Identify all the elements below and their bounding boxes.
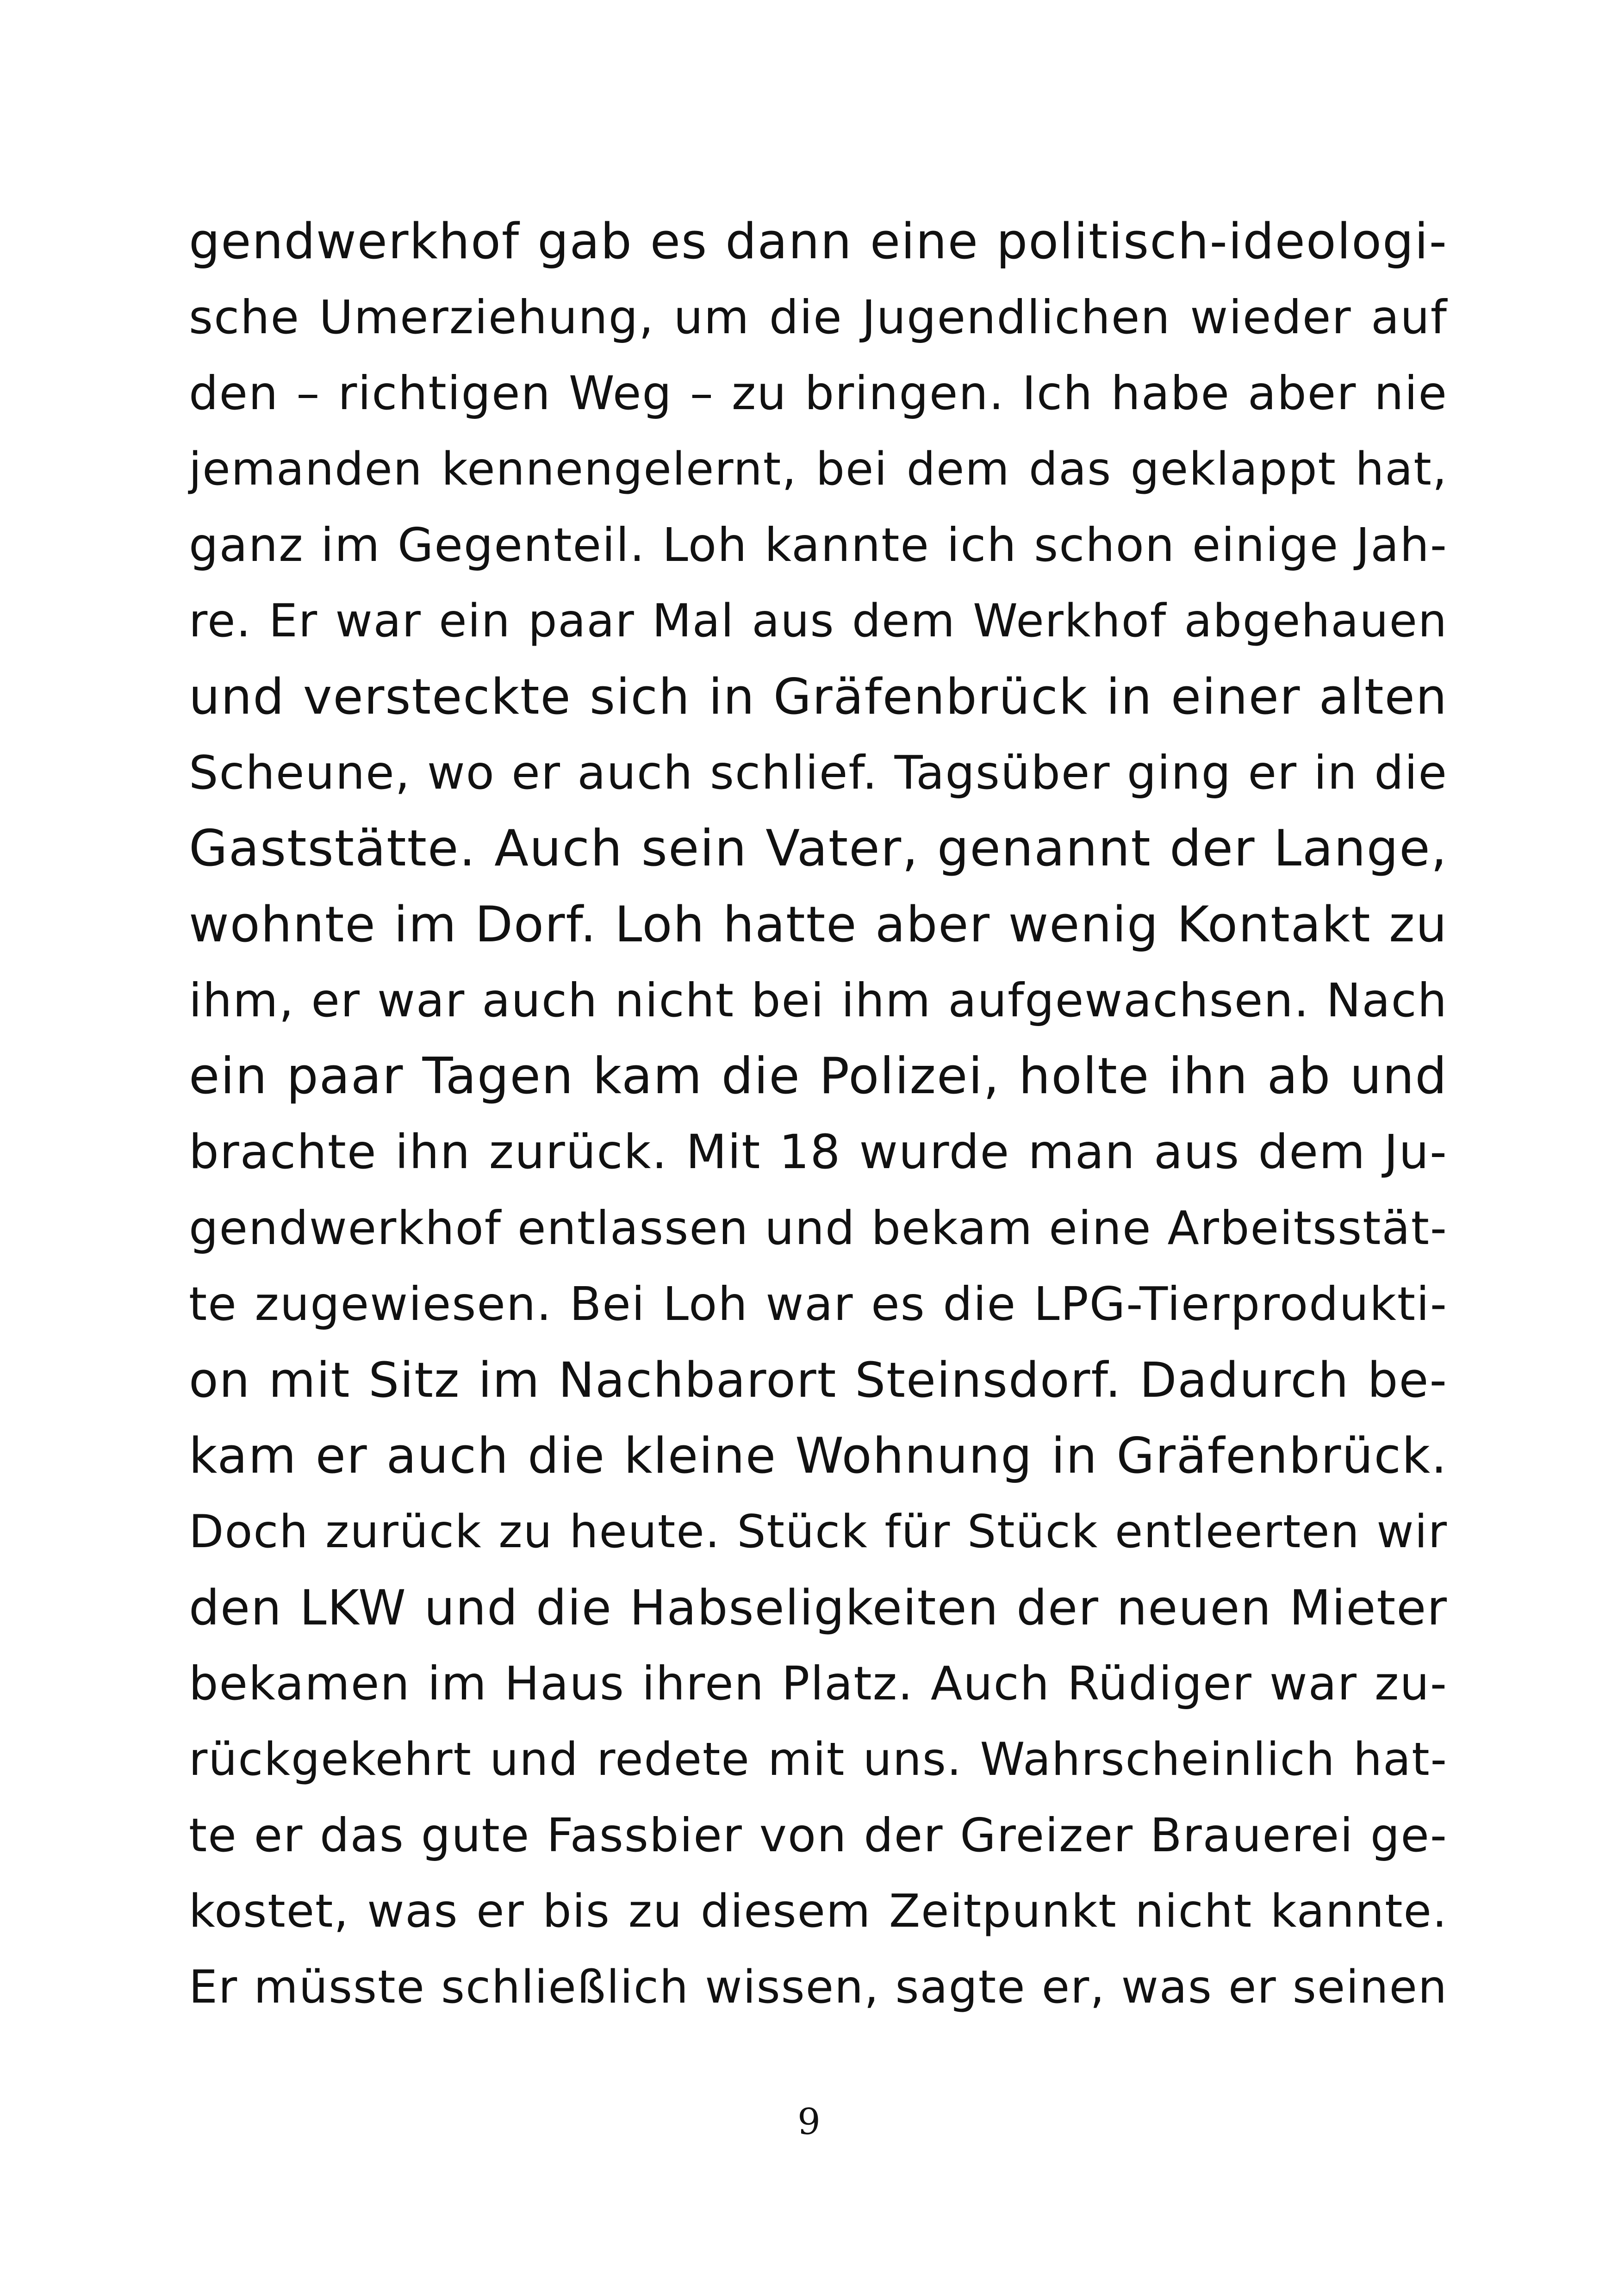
text-line: den LKW und die Habseligkeiten der neuen Mieter bbox=[189, 1580, 1448, 1636]
text-line: ihm, er war auch nicht bei ihm aufgewachsen. Nach bbox=[189, 973, 1448, 1027]
text-line: Gaststätte. Auch sein Vater, genannt der Lange, bbox=[189, 820, 1448, 877]
text-line: den – richtigen Weg – zu bringen. Ich habe aber nie bbox=[189, 366, 1448, 420]
text-line: jemanden kennengelernt, bei dem das geklappt hat, bbox=[189, 443, 1448, 496]
text-line: ganz im Gegenteil. Loh kannte ich schon einige Jah- bbox=[189, 518, 1448, 572]
text-line: wohnte im Dorf. Loh hatte aber wenig Kontakt zu bbox=[189, 896, 1448, 953]
text-line: Scheune, wo er auch schlief. Tagsüber ging er in die bbox=[189, 746, 1448, 800]
text-line: sche Umerziehung, um die Jugendlichen wieder auf bbox=[189, 290, 1448, 344]
page-number: 9 bbox=[797, 2101, 821, 2143]
text-line: bekamen im Haus ihren Platz. Auch Rüdiger war zu- bbox=[189, 1656, 1448, 1711]
text-line: gendwerkhof gab es dann eine politisch-ideologi- bbox=[189, 213, 1448, 270]
text-line: Doch zurück zu heute. Stück für Stück entleerten wir bbox=[189, 1506, 1448, 1558]
text-line: kostet, was er bis zu diesem Zeitpunkt nicht kannte. bbox=[189, 1885, 1448, 1938]
text-line: Er müsste schließlich wissen, sagte er, was er seinen bbox=[189, 1961, 1448, 2014]
text-line: re. Er war ein paar Mal aus dem Werkhof abgehauen bbox=[189, 595, 1448, 647]
text-line: und versteckte sich in Gräfenbrück in einer alten bbox=[189, 668, 1448, 725]
text-line: brachte ihn zurück. Mit 18 wurde man aus dem Ju- bbox=[189, 1125, 1448, 1180]
text-line: rückgekehrt und redete mit uns. Wahrscheinlich hat- bbox=[189, 1733, 1448, 1786]
text-line: te er das gute Fassbier von der Greizer Brauerei ge- bbox=[189, 1808, 1448, 1862]
text-line: kam er auch die kleine Wohnung in Gräfenbrück. bbox=[189, 1427, 1448, 1484]
text-line: ein paar Tagen kam die Polizei, holte ihn ab und bbox=[189, 1047, 1448, 1105]
body-text bbox=[189, 204, 1448, 2025]
text-line: te zugewiesen. Bei Loh war es die LPG-Tierprodukti- bbox=[189, 1277, 1448, 1331]
text-line: on mit Sitz im Nachbarort Steinsdorf. Dadurch be- bbox=[189, 1352, 1448, 1408]
text-line: gendwerkhof entlassen und bekam eine Arbeitsstät- bbox=[189, 1201, 1448, 1255]
